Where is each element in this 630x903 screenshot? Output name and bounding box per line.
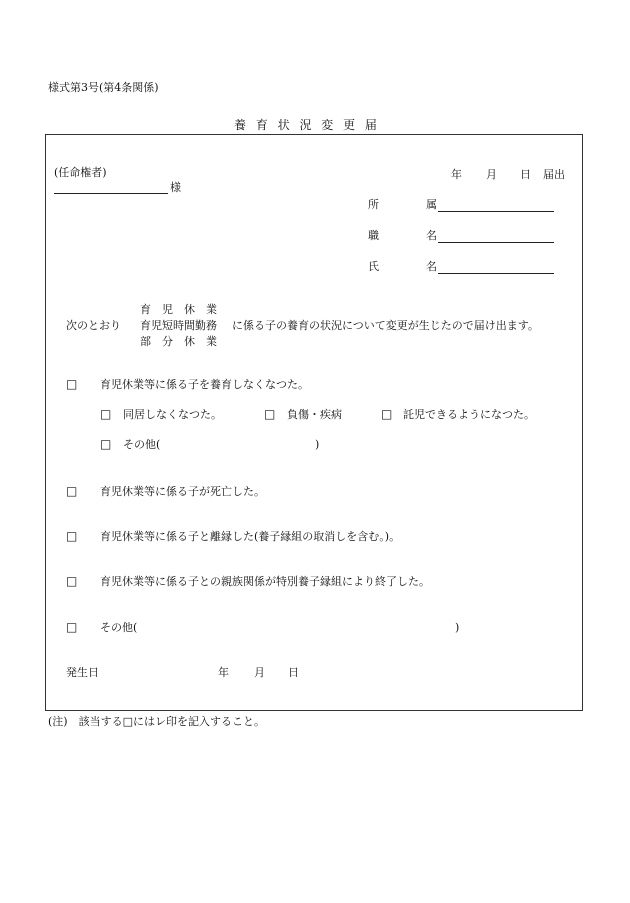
item-injury-illness: 負傷・疾病: [287, 408, 342, 421]
position-label-2: 名: [426, 229, 437, 242]
addressee-field[interactable]: [54, 193, 168, 194]
addressee-label: (任命権者): [54, 166, 107, 179]
affiliation-label-2: 属: [426, 198, 437, 211]
name-label-2: 名: [426, 260, 437, 273]
occurrence-label: 発生日: [66, 666, 99, 679]
position-field[interactable]: [438, 242, 554, 243]
item-special-adoption: 育児休業等に係る子との親族関係が特別養子縁組により終了した。: [100, 575, 430, 588]
item-daycare: 託児できるようになつた。: [403, 408, 535, 421]
name-label-1: 氏: [368, 260, 379, 273]
statement-option-childcare-leave: 育 児 休 業: [140, 303, 217, 316]
name-field[interactable]: [438, 273, 554, 274]
statement-option-short-hours: 育児短時間勤務: [140, 319, 217, 332]
checkbox-sub-other[interactable]: □: [100, 437, 112, 451]
statement-option-partial-leave: 部 分 休 業: [140, 335, 217, 348]
occurrence-day-label: 日: [288, 666, 299, 679]
occurrence-year-label: 年: [218, 666, 229, 679]
item-not-raising: 育児休業等に係る子を養育しなくなつた。: [100, 378, 309, 391]
item-separated: 育児休業等に係る子と離縁した(養子縁組の取消しを含む。)。: [100, 530, 401, 543]
addressee-honorific: 様: [170, 181, 181, 194]
position-label-1: 職: [368, 229, 379, 242]
statement-prefix: 次のとおり: [66, 319, 121, 332]
item-child-died: 育児休業等に係る子が死亡した。: [100, 485, 265, 498]
form-number: 様式第3号(第4条関係): [48, 81, 159, 94]
checkbox-child-died[interactable]: □: [66, 484, 78, 498]
date-year-label: 年: [451, 168, 462, 181]
occurrence-month-label: 月: [254, 666, 265, 679]
affiliation-label-1: 所: [368, 198, 379, 211]
statement-suffix: に係る子の養育の状況について変更が生じたので届け出ます。: [232, 319, 539, 332]
date-day-label: 日: [520, 168, 531, 181]
checkbox-other[interactable]: □: [66, 620, 78, 634]
checkbox-not-raising[interactable]: □: [66, 377, 78, 391]
form-title: 養 育 状 況 変 更 届: [234, 118, 380, 132]
item-other-close: ): [455, 621, 460, 634]
checkbox-separated[interactable]: □: [66, 529, 78, 543]
checkbox-special-adoption[interactable]: □: [66, 574, 78, 588]
item-sub-other-close: ): [315, 438, 320, 451]
checkbox-not-cohabiting[interactable]: □: [100, 407, 112, 421]
checkbox-daycare[interactable]: □: [381, 407, 393, 421]
item-not-cohabiting: 同居しなくなつた。: [123, 408, 222, 421]
date-submitted-label: 届出: [543, 168, 565, 181]
item-other: その他(: [100, 621, 138, 634]
date-month-label: 月: [486, 168, 497, 181]
note: (注) 該当する□にはレ印を記入すること。: [48, 715, 265, 728]
item-sub-other: その他(: [123, 438, 161, 451]
affiliation-field[interactable]: [438, 211, 554, 212]
checkbox-injury-illness[interactable]: □: [264, 407, 276, 421]
